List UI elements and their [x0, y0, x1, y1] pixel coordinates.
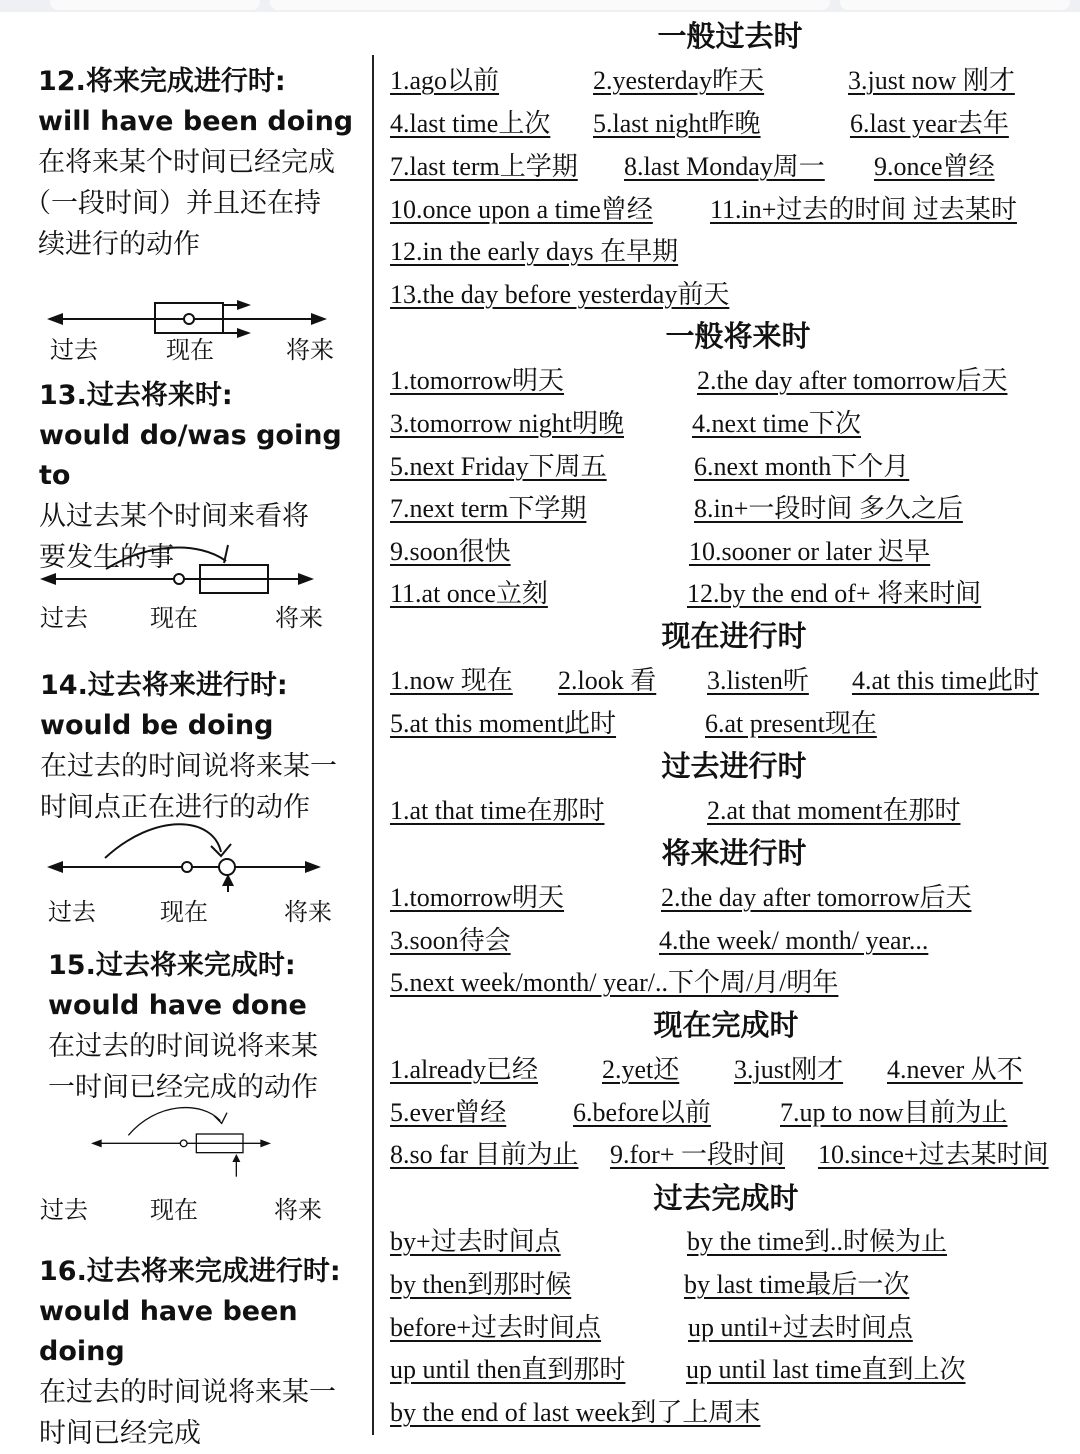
axis-future: 将来 [275, 604, 323, 632]
axis-past: 过去 [40, 1196, 88, 1224]
top-bar-segment [270, 0, 830, 10]
tense-12 [24, 62, 368, 265]
tense-15 [48, 946, 378, 1108]
axis-now: 现在 [160, 898, 208, 926]
time-word: 1.already已经 [390, 1055, 539, 1084]
top-bar-segment [50, 0, 260, 10]
section-heading: 一般将来时 [665, 319, 811, 353]
timeline-diagram-15 [38, 1098, 348, 1178]
time-word: 8.in+一段时间 多久之后 [694, 494, 963, 523]
time-word: by the time到..时候为止 [687, 1227, 947, 1256]
time-word: 8.last Monday周一 [624, 152, 825, 181]
tense-title: 14.过去将来进行时: [40, 670, 288, 701]
tense-desc: 在过去的时间说将来某一 [40, 751, 337, 782]
time-word: 6.before以前 [573, 1098, 711, 1127]
top-bar [0, 0, 1080, 12]
time-word: by+过去时间点 [390, 1227, 561, 1256]
time-word: 10.since+过去某时间 [818, 1140, 1049, 1169]
tense-14 [40, 666, 370, 828]
tense-desc: 续进行的动作 [38, 229, 200, 260]
tense-formula: would have done [48, 990, 307, 1021]
tense-desc: 从过去某个时间来看将 [39, 501, 309, 532]
tense-title: 16.过去将来完成进行时: [39, 1256, 341, 1287]
time-word: 5.last night昨晚 [593, 109, 761, 138]
time-word: 5.ever曾经 [390, 1098, 507, 1127]
tense-desc: 在过去的时间说将来某一 [39, 1377, 336, 1408]
time-word: 3.listen听 [707, 666, 809, 695]
time-word: 1.at that time在那时 [390, 796, 605, 825]
time-word: 2.yesterday昨天 [593, 66, 765, 95]
time-word: 10.once upon a time曾经 [390, 195, 653, 224]
axis-future: 将来 [274, 1196, 322, 1224]
axis-now: 现在 [150, 1196, 198, 1224]
tense-formula: will have been doing [38, 106, 354, 137]
section-heading: 过去进行时 [661, 749, 807, 783]
time-word: 6.at present现在 [705, 709, 877, 738]
time-word: 8.so far 目前为止 [390, 1140, 579, 1169]
tense-title: 15.过去将来完成时: [48, 950, 296, 981]
time-word: 9.for+ 一段时间 [610, 1140, 785, 1169]
section-heading: 现在完成时 [653, 1008, 799, 1042]
time-word: 4.last time上次 [390, 109, 551, 138]
tense-desc: 一时间已经完成的动作 [48, 1072, 318, 1103]
time-word: 12.in the early days 在早期 [390, 237, 679, 266]
time-word: up until then直到那时 [390, 1355, 626, 1384]
time-word: up until last time直到上次 [686, 1355, 966, 1384]
time-word: 7.last term上学期 [390, 152, 578, 181]
axis-past: 过去 [50, 336, 98, 364]
time-word: before+过去时间点 [390, 1313, 602, 1342]
time-word: 9.soon很快 [390, 537, 511, 566]
time-word: 11.in+过去的时间 过去某时 [710, 195, 1017, 224]
axis-future: 将来 [284, 898, 332, 926]
tense-formula: would have been doing [39, 1296, 298, 1367]
tense-desc: 时间点正在进行的动作 [40, 792, 310, 823]
time-word: 4.never 从不 [887, 1055, 1023, 1084]
tense-16 [39, 1252, 369, 1454]
time-word: 5.next Friday下周五 [390, 452, 607, 481]
section-heading: 过去完成时 [653, 1181, 799, 1215]
time-word: 6.last year去年 [850, 109, 1009, 138]
time-word: 4.next time下次 [692, 409, 861, 438]
axis-now: 现在 [150, 604, 198, 632]
time-word: 7.next term下学期 [390, 494, 587, 523]
time-word: 3.soon待会 [390, 926, 511, 955]
tense-title: 12.将来完成进行时: [38, 66, 286, 97]
time-word: 2.look 看 [558, 666, 657, 695]
time-word: 1.tomorrow明天 [390, 883, 565, 912]
section-heading: 一般过去时 [657, 19, 803, 53]
time-word: 3.just now 刚才 [848, 66, 1015, 95]
time-word: 2.the day after tomorrow后天 [661, 883, 972, 912]
time-word: 2.yet还 [602, 1055, 680, 1084]
time-word: 11.at once立刻 [390, 579, 548, 608]
timeline-diagram-14 [45, 812, 355, 892]
time-word: 13.the day before yesterday前天 [390, 280, 730, 309]
time-word: 2.at that moment在那时 [707, 796, 961, 825]
time-word: 3.tomorrow night明晚 [390, 409, 624, 438]
tense-desc: （一段时间）并且还在持 [24, 188, 321, 219]
time-word: 7.up to now目前为止 [780, 1098, 1008, 1127]
time-word: 2.the day after tomorrow后天 [697, 366, 1008, 395]
tense-formula: would do/was going to [39, 420, 342, 491]
axis-past: 过去 [40, 604, 88, 632]
time-word: 1.now 现在 [390, 666, 513, 695]
section-heading: 将来进行时 [661, 836, 807, 870]
time-word: 1.tomorrow明天 [390, 366, 565, 395]
time-word: by the end of last week到了上周末 [390, 1398, 761, 1427]
time-word: 5.next week/month/ year/..下个周/月/明年 [390, 968, 839, 997]
tense-title: 13.过去将来时: [39, 380, 233, 411]
tense-desc: 要发生的事 [39, 542, 174, 573]
tense-desc: 时间已经完成 [39, 1418, 201, 1449]
top-bar-segment [840, 0, 1070, 10]
tense-desc: 在过去的时间说将来某 [48, 1031, 318, 1062]
tense-formula: would be doing [40, 710, 274, 741]
column-divider [372, 55, 374, 1435]
time-word: 4.at this time此时 [852, 666, 1040, 695]
tense-desc: 在将来某个时间已经完成 [38, 147, 335, 178]
time-word: by then到那时候 [390, 1270, 572, 1299]
time-word: 3.just刚才 [734, 1055, 844, 1084]
section-heading: 现在进行时 [661, 619, 807, 653]
time-word: 5.at this moment此时 [390, 709, 617, 738]
time-word: 6.next month下个月 [694, 452, 910, 481]
time-word: 1.ago以前 [390, 66, 500, 95]
time-word: 9.once曾经 [874, 152, 995, 181]
time-word: by last time最后一次 [684, 1270, 910, 1299]
time-word: 12.by the end of+ 将来时间 [687, 579, 982, 608]
time-word: up until+过去时间点 [688, 1313, 913, 1342]
time-word: 10.sooner or later 迟早 [689, 537, 931, 566]
axis-now: 现在 [166, 336, 214, 364]
time-word: 4.the week/ month/ year... [659, 926, 929, 955]
axis-future: 将来 [286, 336, 334, 364]
axis-past: 过去 [48, 898, 96, 926]
